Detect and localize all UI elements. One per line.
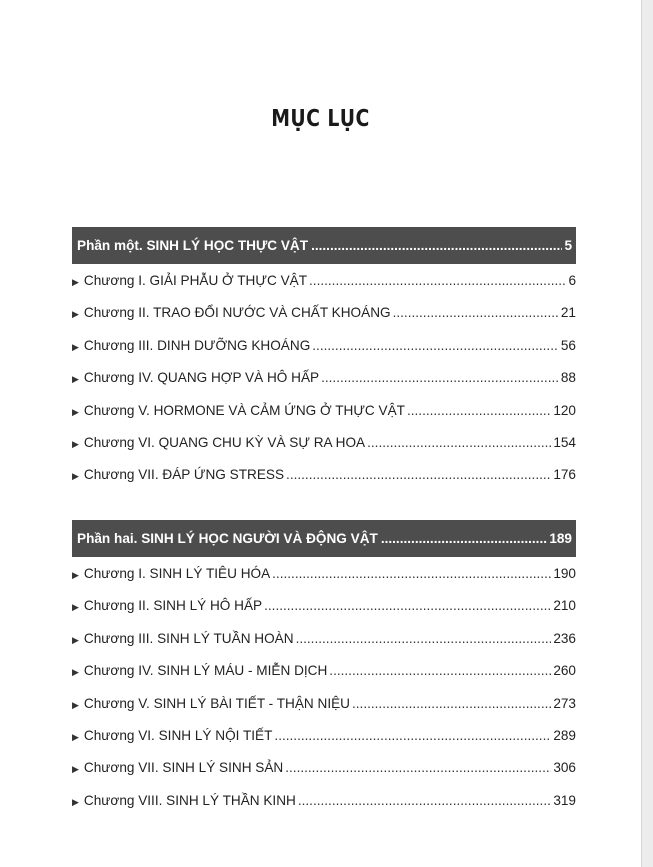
part-page-number: 5 bbox=[564, 238, 572, 253]
part-label: Phần một. SINH LÝ HỌC THỰC VẬT bbox=[77, 238, 309, 253]
chapter-entry[interactable] bbox=[72, 427, 576, 459]
dot-leader bbox=[311, 238, 562, 253]
chapter-label: Chương VIII. SINH LÝ THẦN KINH bbox=[83, 792, 296, 808]
page-title: MỤC LỤC bbox=[271, 106, 370, 132]
chapter-label: Chương IV. QUANG HỢP VÀ HÔ HẤP bbox=[83, 370, 320, 386]
chapter-page-number: 236 bbox=[553, 630, 576, 646]
chapter-page-number: 319 bbox=[553, 792, 576, 808]
chapter-page-number: 289 bbox=[553, 727, 576, 743]
chapter-label: Chương V. HORMONE VÀ CẢM ỨNG Ở THỰC VẬT bbox=[83, 402, 405, 418]
dot-leader bbox=[329, 655, 551, 687]
chapter-entry[interactable] bbox=[72, 623, 576, 655]
chapter-label: Chương IV. SINH LÝ MÁU - MIỄN DỊCH bbox=[83, 663, 328, 679]
chapter-page-number: 56 bbox=[560, 337, 576, 353]
triangle-bullet-icon: ▶ bbox=[72, 438, 79, 449]
chapter-label: Chương V. SINH LÝ BÀI TIẾT - THẬN NIỆU bbox=[83, 695, 350, 711]
chapter-entry[interactable] bbox=[72, 265, 576, 297]
chapter-entry[interactable] bbox=[72, 558, 576, 590]
dot-leader bbox=[296, 623, 552, 655]
chapter-entry[interactable] bbox=[72, 655, 576, 687]
chapter-page-number: 21 bbox=[560, 305, 576, 321]
dot-leader bbox=[309, 265, 566, 297]
triangle-bullet-icon: ▶ bbox=[72, 602, 79, 613]
chapter-entry[interactable] bbox=[72, 785, 576, 817]
dot-leader bbox=[298, 785, 551, 817]
chapter-label: Chương VII. SINH LÝ SINH SẢN bbox=[83, 760, 284, 776]
chapter-label: Chương III. SINH LÝ TUẦN HOÀN bbox=[83, 630, 294, 646]
chapter-list bbox=[72, 265, 576, 492]
chapter-label: Chương II. TRAO ĐỔI NƯỚC VÀ CHẤT KHOÁNG bbox=[83, 305, 391, 321]
chapter-entry[interactable] bbox=[72, 752, 576, 784]
dot-leader bbox=[352, 688, 551, 720]
chapter-page-number: 6 bbox=[568, 273, 576, 288]
dot-leader bbox=[407, 395, 551, 427]
dot-leader bbox=[312, 330, 559, 362]
triangle-bullet-icon: ▶ bbox=[72, 471, 79, 482]
chapter-page-number: 154 bbox=[553, 434, 576, 450]
dot-leader bbox=[381, 531, 547, 546]
chapter-page-number: 88 bbox=[560, 370, 576, 386]
chapter-entry[interactable] bbox=[72, 720, 576, 752]
dot-leader bbox=[272, 558, 551, 590]
part-page-number: 189 bbox=[549, 531, 572, 546]
triangle-bullet-icon: ▶ bbox=[72, 764, 79, 775]
dot-leader bbox=[286, 459, 551, 491]
chapter-page-number: 273 bbox=[553, 695, 576, 711]
chapter-list bbox=[72, 558, 576, 817]
chapter-entry[interactable] bbox=[72, 590, 576, 622]
triangle-bullet-icon: ▶ bbox=[72, 667, 79, 678]
part-header[interactable] bbox=[72, 520, 576, 557]
triangle-bullet-icon: ▶ bbox=[72, 341, 79, 352]
dot-leader bbox=[274, 720, 551, 752]
chapter-label: Chương VII. ĐÁP ỨNG STRESS bbox=[83, 467, 285, 483]
chapter-label: Chương II. SINH LÝ HÔ HẤP bbox=[83, 598, 263, 614]
dot-leader bbox=[285, 752, 551, 784]
chapter-label: Chương III. DINH DƯỠNG KHOÁNG bbox=[83, 337, 311, 353]
triangle-bullet-icon: ▶ bbox=[72, 309, 79, 320]
chapter-page-number: 306 bbox=[553, 760, 576, 776]
triangle-bullet-icon: ▶ bbox=[72, 731, 79, 742]
triangle-bullet-icon: ▶ bbox=[72, 374, 79, 385]
chapter-page-number: 260 bbox=[553, 663, 576, 679]
triangle-bullet-icon: ▶ bbox=[72, 796, 79, 807]
chapter-entry[interactable] bbox=[72, 459, 576, 491]
chapter-page-number: 190 bbox=[553, 566, 576, 581]
chapter-label: Chương I. GIẢI PHẪU Ở THỰC VẬT bbox=[83, 273, 308, 288]
triangle-bullet-icon: ▶ bbox=[72, 570, 79, 580]
part-header[interactable] bbox=[72, 227, 576, 264]
triangle-bullet-icon: ▶ bbox=[72, 277, 79, 287]
triangle-bullet-icon: ▶ bbox=[72, 406, 79, 417]
chapter-entry[interactable] bbox=[72, 688, 576, 720]
triangle-bullet-icon: ▶ bbox=[72, 699, 79, 710]
chapter-entry[interactable] bbox=[72, 330, 576, 362]
dot-leader bbox=[367, 427, 551, 459]
dot-leader bbox=[321, 362, 559, 394]
chapter-entry[interactable] bbox=[72, 297, 576, 329]
part-label: Phần hai. SINH LÝ HỌC NGƯỜI VÀ ĐỘNG VẬT bbox=[77, 531, 378, 546]
dot-leader bbox=[264, 590, 551, 622]
chapter-label: Chương VI. SINH LÝ NỘI TIẾT bbox=[83, 727, 273, 743]
dot-leader bbox=[393, 297, 559, 329]
chapter-page-number: 176 bbox=[553, 467, 576, 483]
chapter-label: Chương VI. QUANG CHU KỲ VÀ SỰ RA HOA bbox=[83, 434, 366, 450]
triangle-bullet-icon: ▶ bbox=[72, 634, 79, 645]
chapter-entry[interactable] bbox=[72, 395, 576, 427]
chapter-entry[interactable] bbox=[72, 362, 576, 394]
chapter-page-number: 210 bbox=[553, 598, 576, 614]
chapter-label: Chương I. SINH LÝ TIÊU HÓA bbox=[83, 566, 271, 581]
chapter-page-number: 120 bbox=[553, 402, 576, 418]
